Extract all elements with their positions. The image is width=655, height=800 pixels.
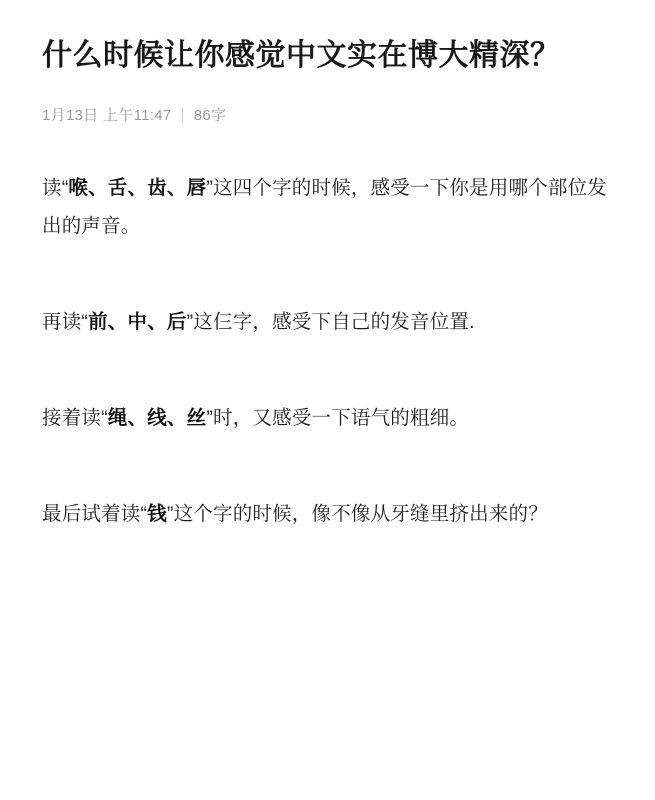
emphasized-text: 喉、舌、齿、唇	[68, 177, 207, 199]
emphasized-text: 前、中、后	[88, 311, 187, 333]
emphasized-text: 绳、线、丝	[107, 407, 207, 429]
word-count: 86字	[193, 107, 227, 124]
article-body	[42, 169, 613, 533]
paragraph-text: ”这个字的时候，像不像从牙缝里挤出来的？	[166, 503, 548, 525]
paragraph-text: 最后试着读“	[42, 503, 148, 525]
article-paragraph	[42, 399, 613, 437]
emphasized-text: 钱	[147, 503, 167, 525]
paragraph-text: ”这四个字的时候，感受一下你是用哪个部位发出的声音。	[42, 177, 608, 237]
article-paragraph	[42, 303, 613, 341]
paragraph-text: ”时，又感受一下语气的粗细。	[206, 407, 470, 429]
article-paragraph	[42, 495, 613, 533]
article-paragraph	[42, 169, 613, 245]
paragraph-text: 接着读“	[42, 407, 108, 429]
page-title: 什么时候让你感觉中文实在博大精深？	[42, 39, 561, 72]
paragraph-text: 再读“	[42, 311, 89, 333]
paragraph-text: 读“	[42, 177, 69, 199]
meta-separator: |	[180, 106, 185, 123]
article-meta	[42, 104, 613, 125]
publish-timestamp: 1月13日 上午11:47	[42, 107, 172, 124]
paragraph-text: ”这仨字，感受下自己的发音位置.	[186, 311, 475, 333]
